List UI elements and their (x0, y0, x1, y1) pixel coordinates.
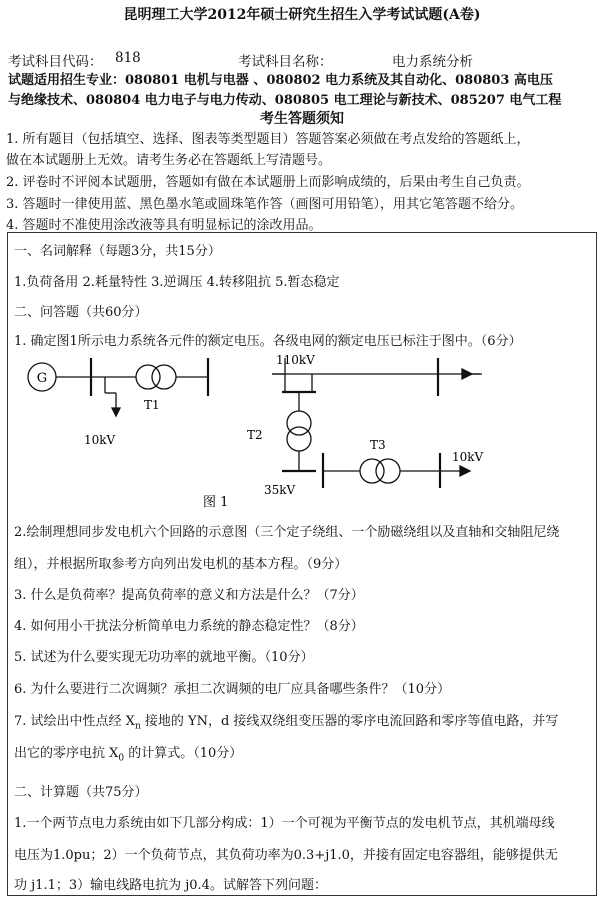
question-7-subscript-0: 0 (118, 753, 125, 764)
question-7-line-2 (14, 742, 242, 764)
figure-caption: 图 1 (203, 495, 229, 510)
question-7-subscript-n: n (134, 721, 141, 732)
t1-label: T1 (144, 398, 160, 412)
voltage-10kv-left: 10kV (84, 433, 116, 447)
question-7-line-2-prefix: 出它的零序电抗 X (14, 746, 119, 761)
transformer-t1-winding-1 (136, 365, 160, 389)
calc-question-1-line-1: 1.一个两节点电力系统由如下几部分构成：1）一个可视为平衡节点的发电机节点，其机端母线 (14, 816, 555, 831)
t2-label: T2 (247, 428, 263, 442)
notice-title: 考生答题须知 (260, 111, 344, 127)
question-5: 5. 试述为什么要实现无功功率的就地平衡。（10分） (14, 650, 314, 665)
question-7-suffix: 接地的 YN，d 接线双绕组变压器的零序电流回路和零序等值电路，并写 (140, 714, 559, 729)
t3-label: T3 (370, 438, 386, 452)
question-6: 6. 为什么要进行二次调频？承担二次调频的电厂应具备哪些条件？（10分） (14, 682, 451, 697)
question-2-line-2: 组），并根据所取参考方向列出发电机的基本方程。（9分） (14, 557, 348, 572)
figure-1-power-system-diagram (20, 348, 490, 512)
subject-name-value: 电力系统分析 (392, 54, 473, 70)
notice-rule-2: 2. 评卷时不评阅本试题册，答题如有做在本试题册上而影响成绩的，后果由考生自己负责。 (6, 175, 530, 190)
transformer-t3-winding-2 (376, 459, 400, 483)
question-4: 4. 如何用小干扰法分析简单电力系统的静态稳定性？（8分） (14, 619, 364, 634)
subject-code-value: 818 (115, 50, 141, 66)
transformer-t2-winding-2 (287, 427, 311, 451)
question-7-prefix: 7. 试绘出中性点经 X (14, 714, 135, 729)
subject-name-label: 考试科目名称： (238, 54, 333, 70)
transformer-t1-winding-2 (152, 365, 176, 389)
section-1-terms: 1.负荷备用 2.耗量特性 3.逆调压 4.转移阻抗 5.暂态稳定 (14, 275, 340, 290)
subject-code-label: 考试科目代码： (8, 54, 103, 70)
generator-label: G (36, 371, 48, 386)
major-line-1: 试题适用招生专业：080801 电机与电器 、080802 电力系统及其自动化、080803 高电压 (8, 73, 553, 88)
exam-title: 昆明理工大学2012年硕士研究生招生入学考试试题(A卷) (123, 7, 481, 23)
transformer-t3-winding-1 (360, 459, 384, 483)
voltage-10kv-right: 10kV (452, 450, 484, 464)
voltage-35kv: 35kV (264, 483, 296, 497)
notice-rule-1: 1. 所有题目（包括填空、选择、图表等类型题目）答题答案必须做在考点发给的答题纸上， (6, 132, 530, 147)
question-3: 3. 什么是负荷率？提高负荷率的意义和方法是什么？（7分） (14, 588, 364, 603)
calc-question-1-line-2: 电压为1.0pu；2）一个负荷节点，其负荷功率为0.3+j1.0，并接有固定电容器组，能够提供无 (14, 848, 558, 863)
section-2-heading: 二、问答题（共60分） (14, 305, 148, 320)
notice-rule-4: 4. 答题时不准使用涂改液等具有明显标记的涂改用品。 (6, 218, 322, 233)
voltage-110kv: 110kV (276, 353, 315, 367)
section-1-heading: 一、名词解释（每题3分，共15分） (14, 244, 221, 259)
notice-rule-3: 3. 答题时一律使用蓝、黑色墨水笔或圆珠笔作答（画图可用铅笔），用其它笔答题不给分。 (6, 197, 524, 212)
section-3-heading: 二、计算题（共75分） (14, 785, 148, 800)
question-7-line-1 (14, 710, 558, 732)
calc-question-1-line-3: 功 j1.1；3）输电线路电抗为 j0.4。试解答下列问题： (14, 878, 327, 893)
transformer-t2-winding-1 (287, 411, 311, 435)
question-7-line-2-suffix: 的计算式。（10分） (124, 746, 243, 761)
question-1: 1. 确定图1所示电力系统各元件的额定电压。各级电网的额定电压已标注于图中。（6分） (14, 334, 522, 349)
question-2-line-1: 2.绘制理想同步发电机六个回路的示意图（三个定子绕组、一个励磁绕组以及直轴和交轴阻尼绕 (14, 525, 560, 540)
notice-rule-1-cont: 做在本试题册上无效。请考生务必在答题纸上写清题号。 (6, 153, 332, 168)
major-line-2: 与绝缘技术、080804 电力电子与电力传动、080805 电工理论与新技术、085207 电气工程 (8, 93, 562, 108)
